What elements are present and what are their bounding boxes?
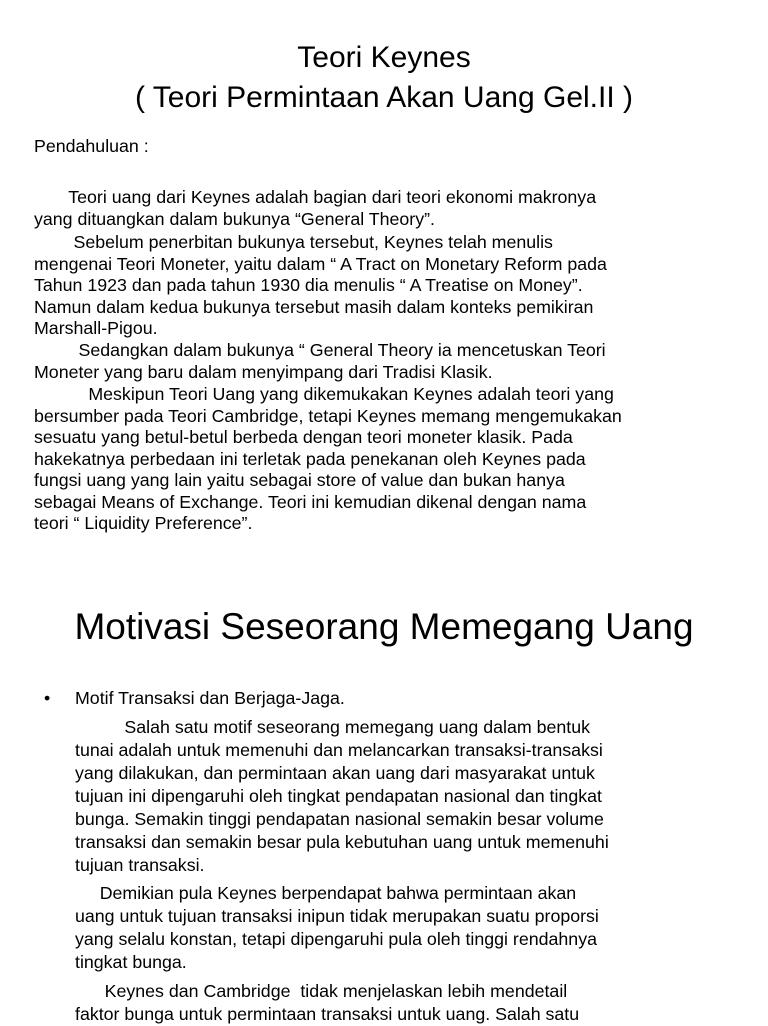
text-line: Demikian pula Keynes berpendapat bahwa permintaan akan [75, 883, 577, 903]
text-line: Teori uang dari Keynes adalah bagian dari teori ekonomi makronya [34, 187, 597, 207]
text-line: tujuan transaksi. [75, 855, 205, 875]
text-line: tingkat bunga. [75, 952, 187, 972]
text-line: Salah satu motif seseorang memegang uang dalam bentuk [75, 717, 590, 737]
text-line: Sebelum penerbitan bukunya tersebut, Keynes telah menulis [34, 232, 553, 252]
text-line: Tahun 1923 dan pada tahun 1930 dia menulis “ A Treatise on Money”. [34, 275, 583, 295]
text-line: transaksi dan semakin besar pula kebutuhan uang untuk memenuhi [75, 832, 609, 852]
section-heading: Motivasi Seseorang Memegang Uang [74, 606, 694, 647]
text-line: fungsi uang yang lain yaitu sebagai store of value dan bukan hanya [34, 470, 565, 490]
text-line: sesuatu yang betul-betul berbeda dengan teori moneter klasik. Pada [34, 427, 573, 447]
text-line: bunga. Semakin tinggi pendapatan nasional semakin besar volume [75, 809, 604, 829]
text-line: Sedangkan dalam bukunya “ General Theory ia mencetuskan Teori [34, 340, 606, 360]
text-line: sebagai Means of Exchange. Teori ini kemudian dikenal dengan nama [34, 491, 587, 512]
text-line: uang untuk tujuan transaksi inipun tidak merupakan suatu proporsi [75, 906, 599, 926]
text-line: Meskipun Teori Uang yang dikemukakan Keynes adalah teori yang [34, 384, 614, 404]
section-paragraph-2 [75, 882, 755, 974]
paragraph-2 [34, 232, 754, 340]
bullet-title: Motif Transaksi dan Berjaga-Jaga. [75, 688, 345, 708]
paragraph-4 [34, 384, 754, 535]
section-paragraph-3 [75, 980, 755, 1026]
text-line: tujuan ini dipengaruhi oleh tingkat pendapatan nasional dan tingkat [75, 786, 602, 806]
text-line: Moneter yang baru dalam menyimpang dari Tradisi Klasik. [34, 361, 493, 382]
document-subtitle: ( Teori Permintaan Akan Uang Gel.II ) [134, 81, 634, 114]
section-paragraph-1 [75, 716, 755, 877]
intro-label: Pendahuluan : [34, 136, 149, 156]
text-line: Keynes dan Cambridge tidak menjelaskan lebih mendetail [75, 981, 568, 1001]
text-line: yang dilakukan, dan permintaan akan uang dari masyarakat untuk [75, 763, 595, 783]
text-line: teori “ Liquidity Preference”. [34, 513, 253, 533]
text-line: tunai adalah untuk memenuhi dan melancarkan transaksi-transaksi [75, 740, 603, 760]
bullet-icon: • [44, 688, 51, 708]
text-line: Namun dalam kedua bukunya tersebut masih dalam konteks pemikiran [34, 296, 594, 317]
text-line: bersumber pada Teori Cambridge, tetapi Keynes memang mengemukakan [34, 405, 622, 426]
paragraph-1 [34, 187, 754, 230]
text-line: hakekatnya perbedaan ini terletak pada penekanan oleh Keynes pada [34, 448, 586, 469]
text-line: Marshall-Pigou. [34, 318, 158, 338]
text-line: yang dituangkan dalam bukunya “General Theory”. [34, 208, 435, 229]
paragraph-3 [34, 340, 754, 383]
document-title: Teori Keynes [297, 41, 471, 74]
text-line: yang selalu konstan, tetapi dipengaruhi pula oleh tinggi rendahnya [75, 929, 597, 949]
text-line: mengenai Teori Moneter, yaitu dalam “ A Tract on Monetary Reform pada [34, 253, 607, 274]
text-line: faktor bunga untuk permintaan transaksi untuk uang. Salah satu [75, 1004, 580, 1024]
